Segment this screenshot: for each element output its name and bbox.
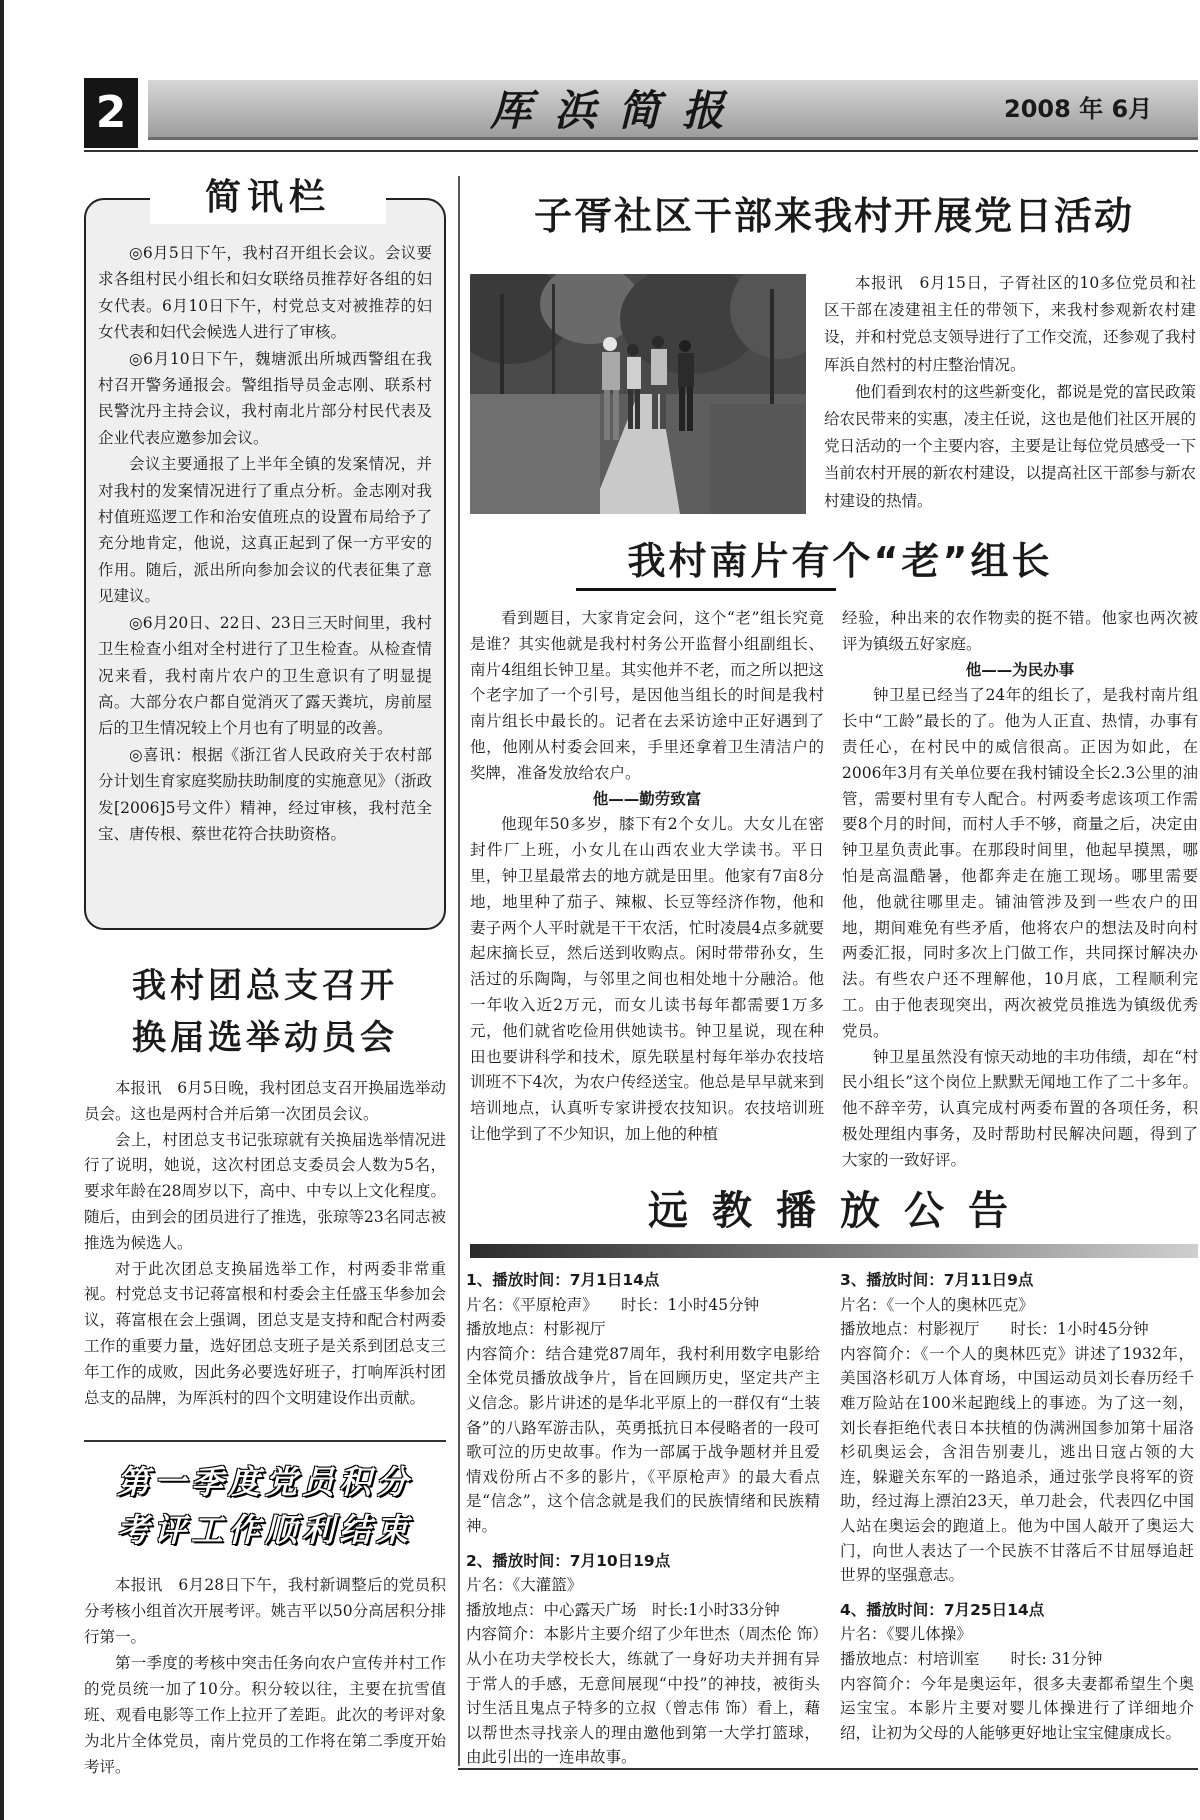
brief-paragraph: ◎6月20日、22日、23日三天时间里，我村卫生检查小组对全村进行了卫生检查。从检查情况来看，我村南片农户的卫生意识有了明显提高。大部分农户都自觉消灭了露天粪坑，房前屋后的卫生情况较上个月也有了明显的改善。	[98, 613, 432, 738]
article-photo	[470, 274, 806, 514]
notice-item-line: 内容简介：今年是奥运年，很多夫妻都希望生个奥运宝宝。本影片主要对婴儿体操进行了详细地介绍，让初为父母的人能够更好地让宝宝健康成长。	[840, 1674, 1194, 1742]
notice-item-head: 4、播放时间：7月25日14点	[840, 1600, 1045, 1619]
notice-item	[466, 1268, 820, 1539]
notice-item-head: 1、播放时间：7月1日14点	[466, 1271, 660, 1289]
main-article-title: 子胥社区干部来我村开展党日活动	[533, 194, 1134, 238]
league-article-body	[84, 1076, 446, 1411]
notice-item-head: 2、播放时间：7月10日19点	[466, 1551, 671, 1570]
leader-paragraph: 钟卫星已经当了24年的组长了，是我村南片组长中“工龄”最长的了。他为人正直、热情，办事有责任心，在村民中的威信很高。正因为如此，在2006年3月有关单位要在我村铺设全长2.3公里的油管，需要村里有专人配合。村两委考虑该项工作需要8个月的时间，而村人手不够，商量之后，决定由钟卫星负责此事。在那段时间里，他起早摸黑，哪怕是高温酷暑，他都奔走在施工现场。哪里需要他，他就往哪里走。铺油管涉及到一些农户的田地，期间难免有些矛盾，他将农户的想法及时向村两委汇报，同时多次上门做工作，共同探讨解决办法。有些农户还不理解他，10月底，工程顺利完工。由于他表现突出，两次被党员推选为镇级优秀党员。	[842, 686, 1198, 1040]
page-edge-shadow	[0, 0, 4, 1820]
quarter-paragraph: 第一季度的考核中突击任务向农户宣传并村工作的党员统一加了10分。积分较以往，主要在抗雪值班、观看电影等工作上拉开了差距。此次的考评对象为北片全体党员，南片党员的工作将在第二季度开始考评。	[84, 1654, 446, 1776]
notice-item	[840, 1598, 1194, 1746]
notice-item-line: 播放地点：村影视厅	[466, 1320, 606, 1339]
notice-column-1	[466, 1268, 820, 1780]
league-paragraph: 本报讯 6月5日晚，我村团总支召开换届选举动员会。这也是两村合并后第一次团员会议。	[84, 1079, 446, 1123]
league-paragraph: 对于此次团总支换届选举工作，村两委非常重视。村党总支书记蒋富根和村委会主任盛玉华参加会议，蒋富根在会上强调，团总支是支持和配合村两委工作的重要力量，选好团总支班子是关系到团总支三年工作的成败，因此务必要选好班子，打响厍浜村团总支的品牌，为厍浜村的四个文明建设作出贡献。	[84, 1259, 446, 1407]
notice-item-line: 播放地点：村影视厅 时长：1小时45分钟	[840, 1320, 1149, 1339]
notice-title: 远教播放公告	[648, 1188, 1032, 1234]
notice-item-head: 3、播放时间：7月11日9点	[840, 1271, 1034, 1289]
section-divider	[84, 1440, 446, 1442]
quarter-article-title	[84, 1458, 446, 1554]
notice-item	[840, 1268, 1194, 1588]
notice-item-line: 播放地点：村培训室 时长: 31分钟	[840, 1649, 1103, 1668]
main-paragraph: 本报讯 6月15日，子胥社区的10多位党员和社区干部在凌建祖主任的带领下，来我村参观新农村建设，并和村党总支领导进行了工作交流，还参观了我村厍浜自然村的村庄整治情况。	[824, 274, 1197, 374]
brief-paragraph: ◎6月10日下午，魏塘派出所城西警组在我村召开警务通报会。警组指导员金志刚、联系村民警沈丹主持会议，我村南北片部分村民代表及企业代表应邀参加会议。	[98, 349, 432, 447]
notice-item-line: 片名：《婴儿体操》	[840, 1625, 972, 1644]
leader-article-column-2	[842, 606, 1198, 1174]
quarter-title-line: 考评工作顺利结束	[116, 1511, 413, 1549]
page-number: 2	[84, 78, 138, 148]
header-rule	[84, 150, 1198, 152]
notice-item-line: 片名：《一个人的奥林匹克》	[840, 1295, 1034, 1314]
main-paragraph: 他们看到农村的这些新变化，都说是党的富民政策给农民带来的实惠，凌主任说，这也是他们社区开展的党日活动的一个主要内容，主要是让每位党员感受一下当前农村开展的新农村建设，以提高社区干部参与新农村建设的热情。	[824, 382, 1197, 510]
brief-body	[98, 240, 432, 847]
column-divider	[458, 176, 460, 1766]
brief-paragraph: 会议主要通报了上半年全镇的发案情况，并对我村的发案情况进行了重点分析。金志刚对我村值班巡逻工作和治安值班点的设置布局给予了充分地肯定，他说，这真正起到了保一方平安的作用。随后，派出所向参加会议的代表征集了意见建议。	[98, 455, 432, 606]
quarter-title-line: 第一季度党员积分	[116, 1463, 413, 1501]
leader-article-column-1	[470, 606, 824, 1148]
leader-paragraph: 经验，种出来的农作物卖的挺不错。他家也两次被评为镇级五好家庭。	[842, 609, 1198, 653]
brief-title: 简讯栏	[150, 172, 386, 224]
leader-paragraph: 钟卫星虽然没有惊天动地的丰功伟绩，却在“村民小组长”这个岗位上默默无闻地工作了二十多年。他不辞辛劳，认真完成村两委布置的各项任务，积极处理组内事务，及时帮助村民解决问题，得到了大家的一致好评。	[842, 1047, 1198, 1169]
leader-paragraph: 看到题目，大家肯定会问，这个“老”组长究竟是谁？其实他就是我村村务公开监督小组副组长、南片4组组长钟卫星。其实他并不老，而之所以把这个老字加了一个引号，是因他当组长的时间是我村南片组长中最长的。记者在去采访途中正好遇到了他，他刚从村委会回来，手里还拿着卫生清洁户的奖牌，准备发放给农户。	[470, 609, 824, 782]
masthead-title: 厍浜简报	[490, 86, 747, 135]
notice-column-2	[840, 1268, 1194, 1755]
league-article-title	[84, 960, 446, 1064]
quarter-paragraph: 本报讯 6月28日下午，我村新调整后的党员积分考核小组首次开展考评。姚吉平以50分高居积分排行第一。	[84, 1576, 446, 1646]
brief-paragraph: ◎6月5日下午，我村召开组长会议。会议要求各组村民小组长和妇女联络员推荐好各组的妇女代表。6月10日下午，村党总支对被推荐的妇女代表和妇代会候选人进行了审核。	[98, 244, 432, 342]
main-article-body	[824, 270, 1196, 515]
quarter-article-body	[84, 1572, 446, 1780]
leader-title-wrap	[560, 532, 1120, 594]
notice-item-line: 播放地点：中心露天广场 时长:1小时33分钟	[466, 1600, 780, 1619]
issue-date: 2008 年 6月	[1004, 95, 1153, 123]
notice-item	[466, 1549, 820, 1770]
notice-item-line: 内容简介：结合建党87周年，我村利用数字电影给全体党员播放战争片，旨在回顾历史，坚定共产主义信念。影片讲述的是华北平原上的一群仅有“土装备”的八路军游击队，英勇抵抗日本侵略者的一段可歌可泣的历史故事。作为一部属于战争题材并且爱情戏份所占不多的影片，《平原枪声》的最大看点是“信念”，这个信念就是我们的民族情绪和民族精神。	[466, 1344, 820, 1535]
notice-item-line: 内容简介：本影片主要介绍了少年世杰（周杰伦 饰）从小在功夫学校长大，练就了一身好功夫并拥有异于常人的手感，无意间展现“中投”的神技，被街头讨生活且鬼点子特多的立叔（曾志伟 饰）看上，藉以帮世杰寻找亲人的理由邀他到第一大学打篮球，由此引出的一连串故事。	[466, 1625, 820, 1767]
league-paragraph: 会上，村团总支书记张琼就有关换届选举情况进行了说明，她说，这次村团总支委员会人数为5名，要求年龄在28周岁以下，高中、中专以上文化程度。随后，由到会的团员进行了推选，张琼等23名同志被推选为候选人。	[84, 1130, 446, 1252]
notice-title-band	[470, 1244, 1198, 1258]
leader-title-underline	[576, 588, 836, 591]
notice-item-line: 内容简介：《一个人的奥林匹克》讲述了1932年，美国洛杉矶万人体育场，中国运动员刘长春历经千难万险站在100米起跑线上的事迹。为了这一刻，刘长春拒绝代表日本扶植的伪满洲国参加第十届洛杉矶奥运会，含泪告别妻儿，逃出日寇占领的大连，躲避关东军的一路追杀，通过张学良将军的资助，经过海上漂泊23天，单刀赴会，代表四亿中国人站在奥运会的跑道上。他为中国人敲开了奥运大门，向世人表达了一个民族不甘落后不甘屈辱追赶世界的坚强意志。	[840, 1344, 1194, 1585]
league-title-line: 换届选举动员会	[132, 1018, 398, 1058]
bottom-rule	[458, 1768, 1198, 1770]
leader-article-title: 我村南片有个“老”组长	[627, 539, 1053, 583]
leader-paragraph: 他现年50多岁，膝下有2个女儿。大女儿在密封件厂上班，小女儿在山西农业大学读书。平日里，钟卫星最常去的地方就是田里。他家有7亩8分地，地里种了茄子、辣椒、长豆等经济作物，他和妻子两个人平时就是干干农活，忙时凌晨4点多就要起床摘长豆，然后送到收购点。闲时带带孙女，生活过的乐陶陶，与邻里之间也相处地十分融洽。他一年收入近2万元，而女儿读书每年都需要1万多元，他们就省吃俭用供她读书。钟卫星说，现在种田也要讲科学和技术，原先联星村每年举办农技培训班不下4次，为农户传经送宝。他总是早早就来到培训地点，认真听专家讲授农技知识。农技培训班让他学到了不少知识，加上他的种植	[470, 815, 824, 1143]
notice-item-line: 片名：《平原枪声》 时长：1小时45分钟	[466, 1295, 760, 1314]
leader-subheading: 他——为民办事	[965, 660, 1075, 679]
league-title-line: 我村团总支召开	[132, 966, 398, 1006]
notice-item-line: 片名：《大灌篮》	[466, 1576, 583, 1595]
brief-paragraph: ◎喜讯：根据《浙江省人民政府关于农村部分计划生育家庭奖励扶助制度的实施意见》（浙政发[2006]5号文件）精神，经过审核，我村范全宝、唐传根、蔡世花符合扶助资格。	[98, 745, 432, 843]
leader-subheading: 他——勤劳致富	[592, 789, 702, 808]
